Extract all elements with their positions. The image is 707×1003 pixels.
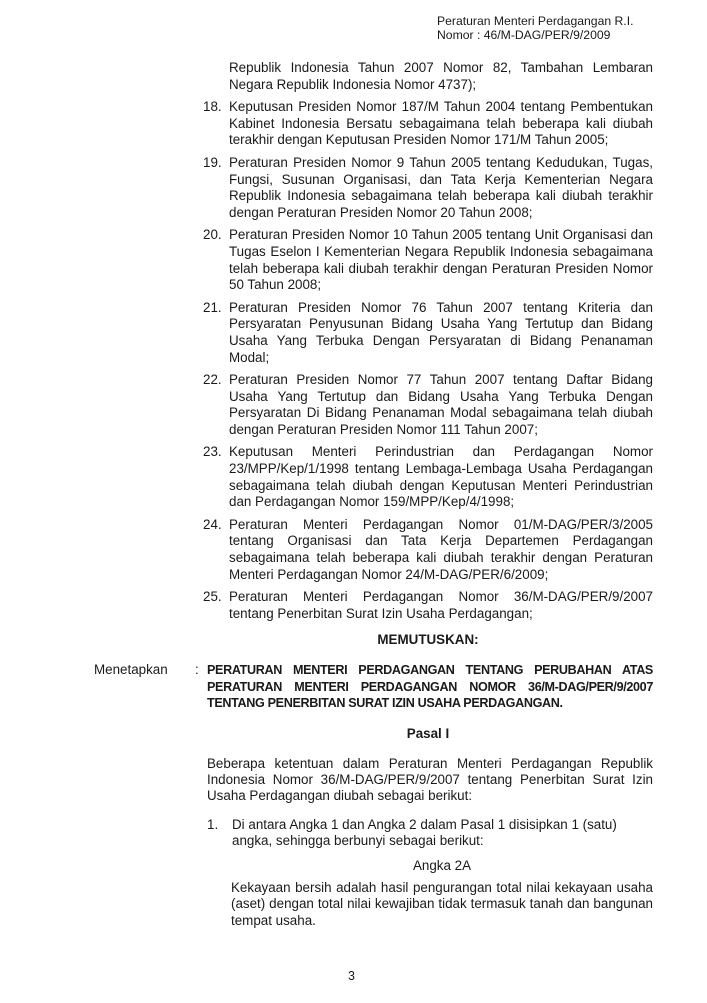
menetapkan-label: Menetapkan <box>94 662 168 678</box>
list-item-number: 22. <box>203 372 222 388</box>
list-item-number: 21. <box>203 299 222 315</box>
menetapkan-text: PERATURAN MENTERI PERDAGANGAN TENTANG PERUBAHAN ATAS PERATURAN MENTERI PERDAGANGAN NOMOR 36/M-DAG/PER/9/2007 TENTANG PENERBITAN SURAT IZIN USAHA PERDAGANGAN. <box>207 663 653 711</box>
list-item <box>203 444 653 510</box>
header-number: Nomor : 46/M-DAG/PER/9/2009 <box>437 28 611 42</box>
list-item-number: 25. <box>203 589 222 605</box>
list-item-text: Peraturan Menteri Perdagangan Nomor 01/M-DAG/PER/3/2005 tentang Organisasi dan Tata Kerja Departemen Perdagangan sebagaimana telah beberapa kali diubah terakhir dengan Peraturan Menteri Perdagangan Nomor 24/M-DAG/PER/6/2009; <box>229 516 653 582</box>
angka-title: Angka 2A <box>412 857 472 873</box>
intro-paragraph: Beberapa ketentuan dalam Peraturan Menteri Perdagangan Republik Indonesia Nomor 36/M-DAG/PER/9/2007 tentang Penerbitan Surat Izin Usaha Perdagangan diubah sebagai berikut: <box>207 755 653 804</box>
list-item-continuation: Republik Indonesia Tahun 2007 Nomor 82, Tambahan Lembaran Negara Republik Indonesia Nomor 4737); <box>229 60 653 92</box>
list-item-text: Peraturan Presiden Nomor 76 Tahun 2007 tentang Kriteria dan Persyaratan Penyusunan Bidang Usaha Yang Tertutup dan Bidang Usaha Yang Terbuka Dengan Persyaratan di Bidang Penanaman Modal; <box>229 299 653 365</box>
list-item-text: Keputusan Menteri Perindustrian dan Perdagangan Nomor 23/MPP/Kep/1/1998 tentang Lembaga-Lembaga Usaha Perdagangan sebagaimana telah diubah dengan Keputusan Menteri Perindustrian dan Perdagangan Nomor 159/MPP/Kep/4/1998; <box>229 444 653 510</box>
document-header <box>437 14 707 42</box>
list-item-text: Peraturan Menteri Perdagangan Nomor 36/M-DAG/PER/9/2007 tentang Penerbitan Surat Izin Usaha Perdagangan; <box>229 589 653 621</box>
list-item <box>203 227 653 293</box>
angka-text: Kekayaan bersih adalah hasil pengurangan total nilai kekayaan usaha (aset) dengan total nilai kewajiban tidak termasuk tanah dan bangunan tempat usaha. <box>231 880 653 928</box>
list-item-text: Peraturan Presiden Nomor 77 Tahun 2007 tentang Daftar Bidang Usaha Yang Tertutup dan Bidang Usaha Yang Terbuka Dengan Persyaratan Di Bidang Penanaman Modal sebagaimana telah diubah dengan Peraturan Presiden Nomor 111 Tahun 2007; <box>229 372 653 437</box>
list-item-number: 23. <box>203 444 222 460</box>
list-item-number: 24. <box>203 516 222 532</box>
list-item-text: Peraturan Presiden Nomor 10 Tahun 2005 tentang Unit Organisasi dan Tugas Eselon I Kementerian Negara Republik Indonesia sebagaimana telah beberapa kali diubah terakhir dengan Peraturan Presiden Nomor 50 Tahun 2008; <box>229 227 653 293</box>
amendment-point <box>207 817 653 850</box>
list-item-text: Keputusan Presiden Nomor 187/M Tahun 2004 tentang Pembentukan Kabinet Indonesia Bersatu sebagaimana telah beberapa kali diubah terakhir dengan Keputusan Presiden Nomor 171/M Tahun 2005; <box>229 99 653 148</box>
list-item-number: 20. <box>203 227 222 243</box>
list-item <box>203 517 653 583</box>
menetapkan-row <box>0 662 707 711</box>
menetapkan-colon: : <box>195 662 199 678</box>
list-item-text: Peraturan Presiden Nomor 9 Tahun 2005 tentang Kedudukan, Tugas, Fungsi, Susunan Organisasi, dan Tata Kerja Kementerian Negara Republik Indonesia sebagaimana telah beberapa kali diubah terakhir dengan Peraturan Presiden Nomor 20 Tahun 2008; <box>229 154 653 220</box>
page-number: 3 <box>348 969 355 984</box>
pasal-heading: Pasal I <box>406 725 450 741</box>
considerations-list <box>203 60 653 622</box>
memutuskan-heading: MEMUTUSKAN: <box>377 632 479 648</box>
point-text: Di antara Angka 1 dan Angka 2 dalam Pasal 1 disisipkan 1 (satu) angka, sehingga berbunyi sebagai berikut: <box>232 816 617 849</box>
list-item-number: 19. <box>203 154 222 170</box>
list-item <box>203 372 653 438</box>
header-title: Peraturan Menteri Perdagangan R.I. <box>437 14 634 28</box>
list-item-number: 18. <box>203 99 222 115</box>
list-item <box>203 300 653 366</box>
list-item <box>203 155 653 221</box>
list-item <box>203 589 653 622</box>
list-item <box>203 99 653 149</box>
point-number: 1. <box>207 816 219 832</box>
